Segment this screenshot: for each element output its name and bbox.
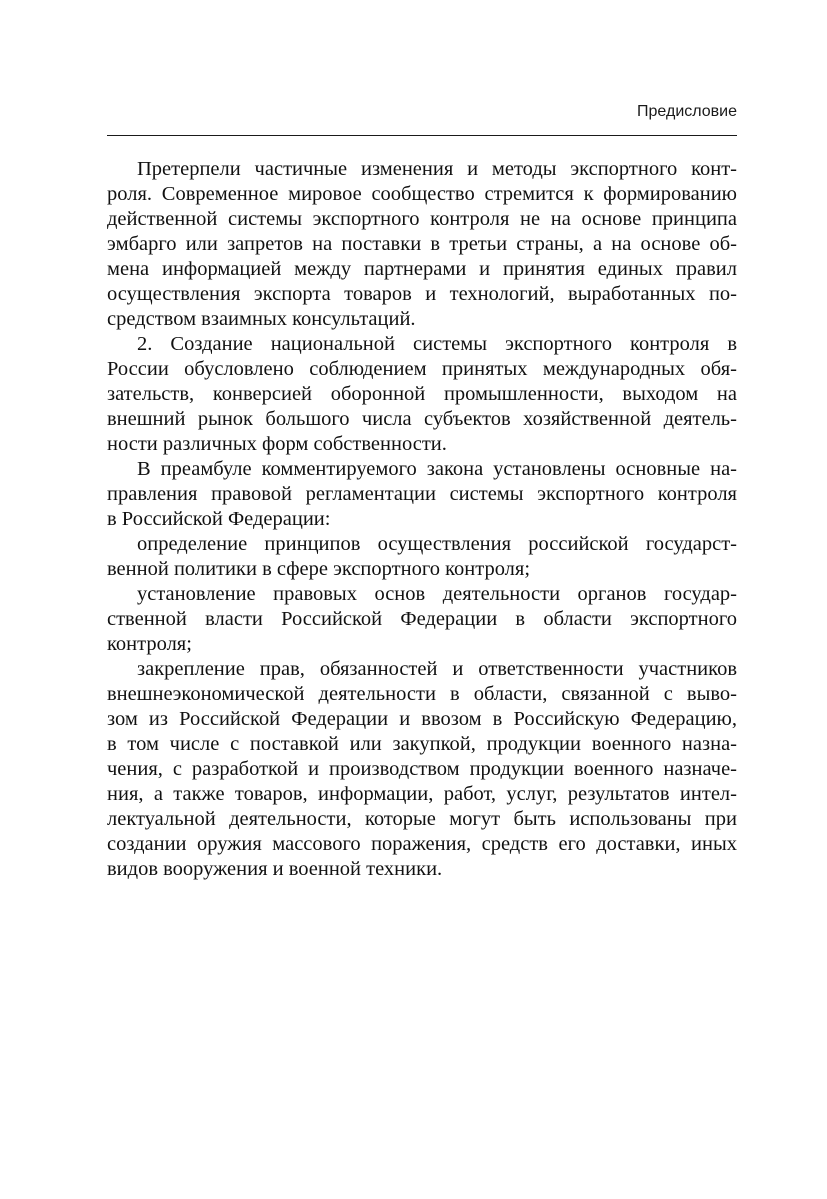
text-line: в Российской Федерации: bbox=[107, 508, 331, 530]
text-line: Претерпели частичные изменения и методы экспортного конт- bbox=[137, 158, 737, 180]
text-line: эмбарго или запретов на поставки в третьи страны, а на основе об- bbox=[107, 233, 737, 255]
text-line: внешний рынок большого числа субъектов хозяйственной деятель- bbox=[107, 408, 737, 430]
text-line: В преамбуле комментируемого закона установлены основные на- bbox=[137, 458, 737, 480]
text-line: мена информацией между партнерами и принятия единых правил bbox=[107, 258, 737, 280]
text-line: России обусловлено соблюдением принятых международных обя- bbox=[107, 358, 737, 380]
running-head-title: Предисловие bbox=[637, 103, 737, 120]
paragraph bbox=[107, 332, 737, 457]
text-line: установление правовых основ деятельности органов государ- bbox=[137, 583, 737, 605]
text-line: правления правовой регламентации системы экспортного контроля bbox=[107, 483, 737, 505]
text-line: лектуальной деятельности, которые могут быть использованы при bbox=[107, 808, 737, 830]
text-line: чения, с разработкой и производством продукции военного назначе- bbox=[107, 758, 737, 780]
header-rule bbox=[107, 135, 737, 136]
text-line: внешнеэкономической деятельности в области, связанной с выво- bbox=[107, 683, 737, 705]
text-line: венной политики в сфере экспортного контроля; bbox=[107, 558, 531, 580]
list-item bbox=[107, 532, 737, 582]
paragraph bbox=[107, 157, 737, 332]
text-line: действенной системы экспортного контроля не на основе принципа bbox=[107, 208, 737, 230]
text-line: контроля; bbox=[107, 633, 192, 655]
list-item bbox=[107, 657, 737, 882]
list-item bbox=[107, 582, 737, 657]
text-line: 2. Создание национальной системы экспортного контроля в bbox=[137, 333, 737, 355]
text-line: видов вооружения и военной техники. bbox=[107, 858, 443, 880]
body-text bbox=[107, 157, 737, 882]
text-line: ственной власти Российской Федерации в области экспортного bbox=[107, 608, 737, 630]
text-line: зом из Российской Федерации и ввозом в Российскую Федерацию, bbox=[107, 708, 737, 730]
text-line: ния, а также товаров, информации, работ, услуг, результатов интел- bbox=[107, 783, 737, 805]
text-line: осуществления экспорта товаров и технологий, выработанных по- bbox=[107, 283, 737, 305]
text-line: в том числе с поставкой или закупкой, продукции военного назна- bbox=[107, 733, 737, 755]
text-line: создании оружия массового поражения, средств его доставки, иных bbox=[107, 833, 737, 855]
text-line: закрепление прав, обязанностей и ответственности участников bbox=[137, 658, 737, 680]
text-line: ности различных форм собственности. bbox=[107, 433, 447, 455]
paragraph bbox=[107, 457, 737, 532]
text-line: средством взаимных консультаций. bbox=[107, 308, 416, 330]
text-line: зательств, конверсией оборонной промышленности, выходом на bbox=[107, 383, 737, 405]
text-line: роля. Современное мировое сообщество стремится к формированию bbox=[107, 183, 737, 205]
text-line: определение принципов осуществления российской государст- bbox=[137, 533, 737, 555]
